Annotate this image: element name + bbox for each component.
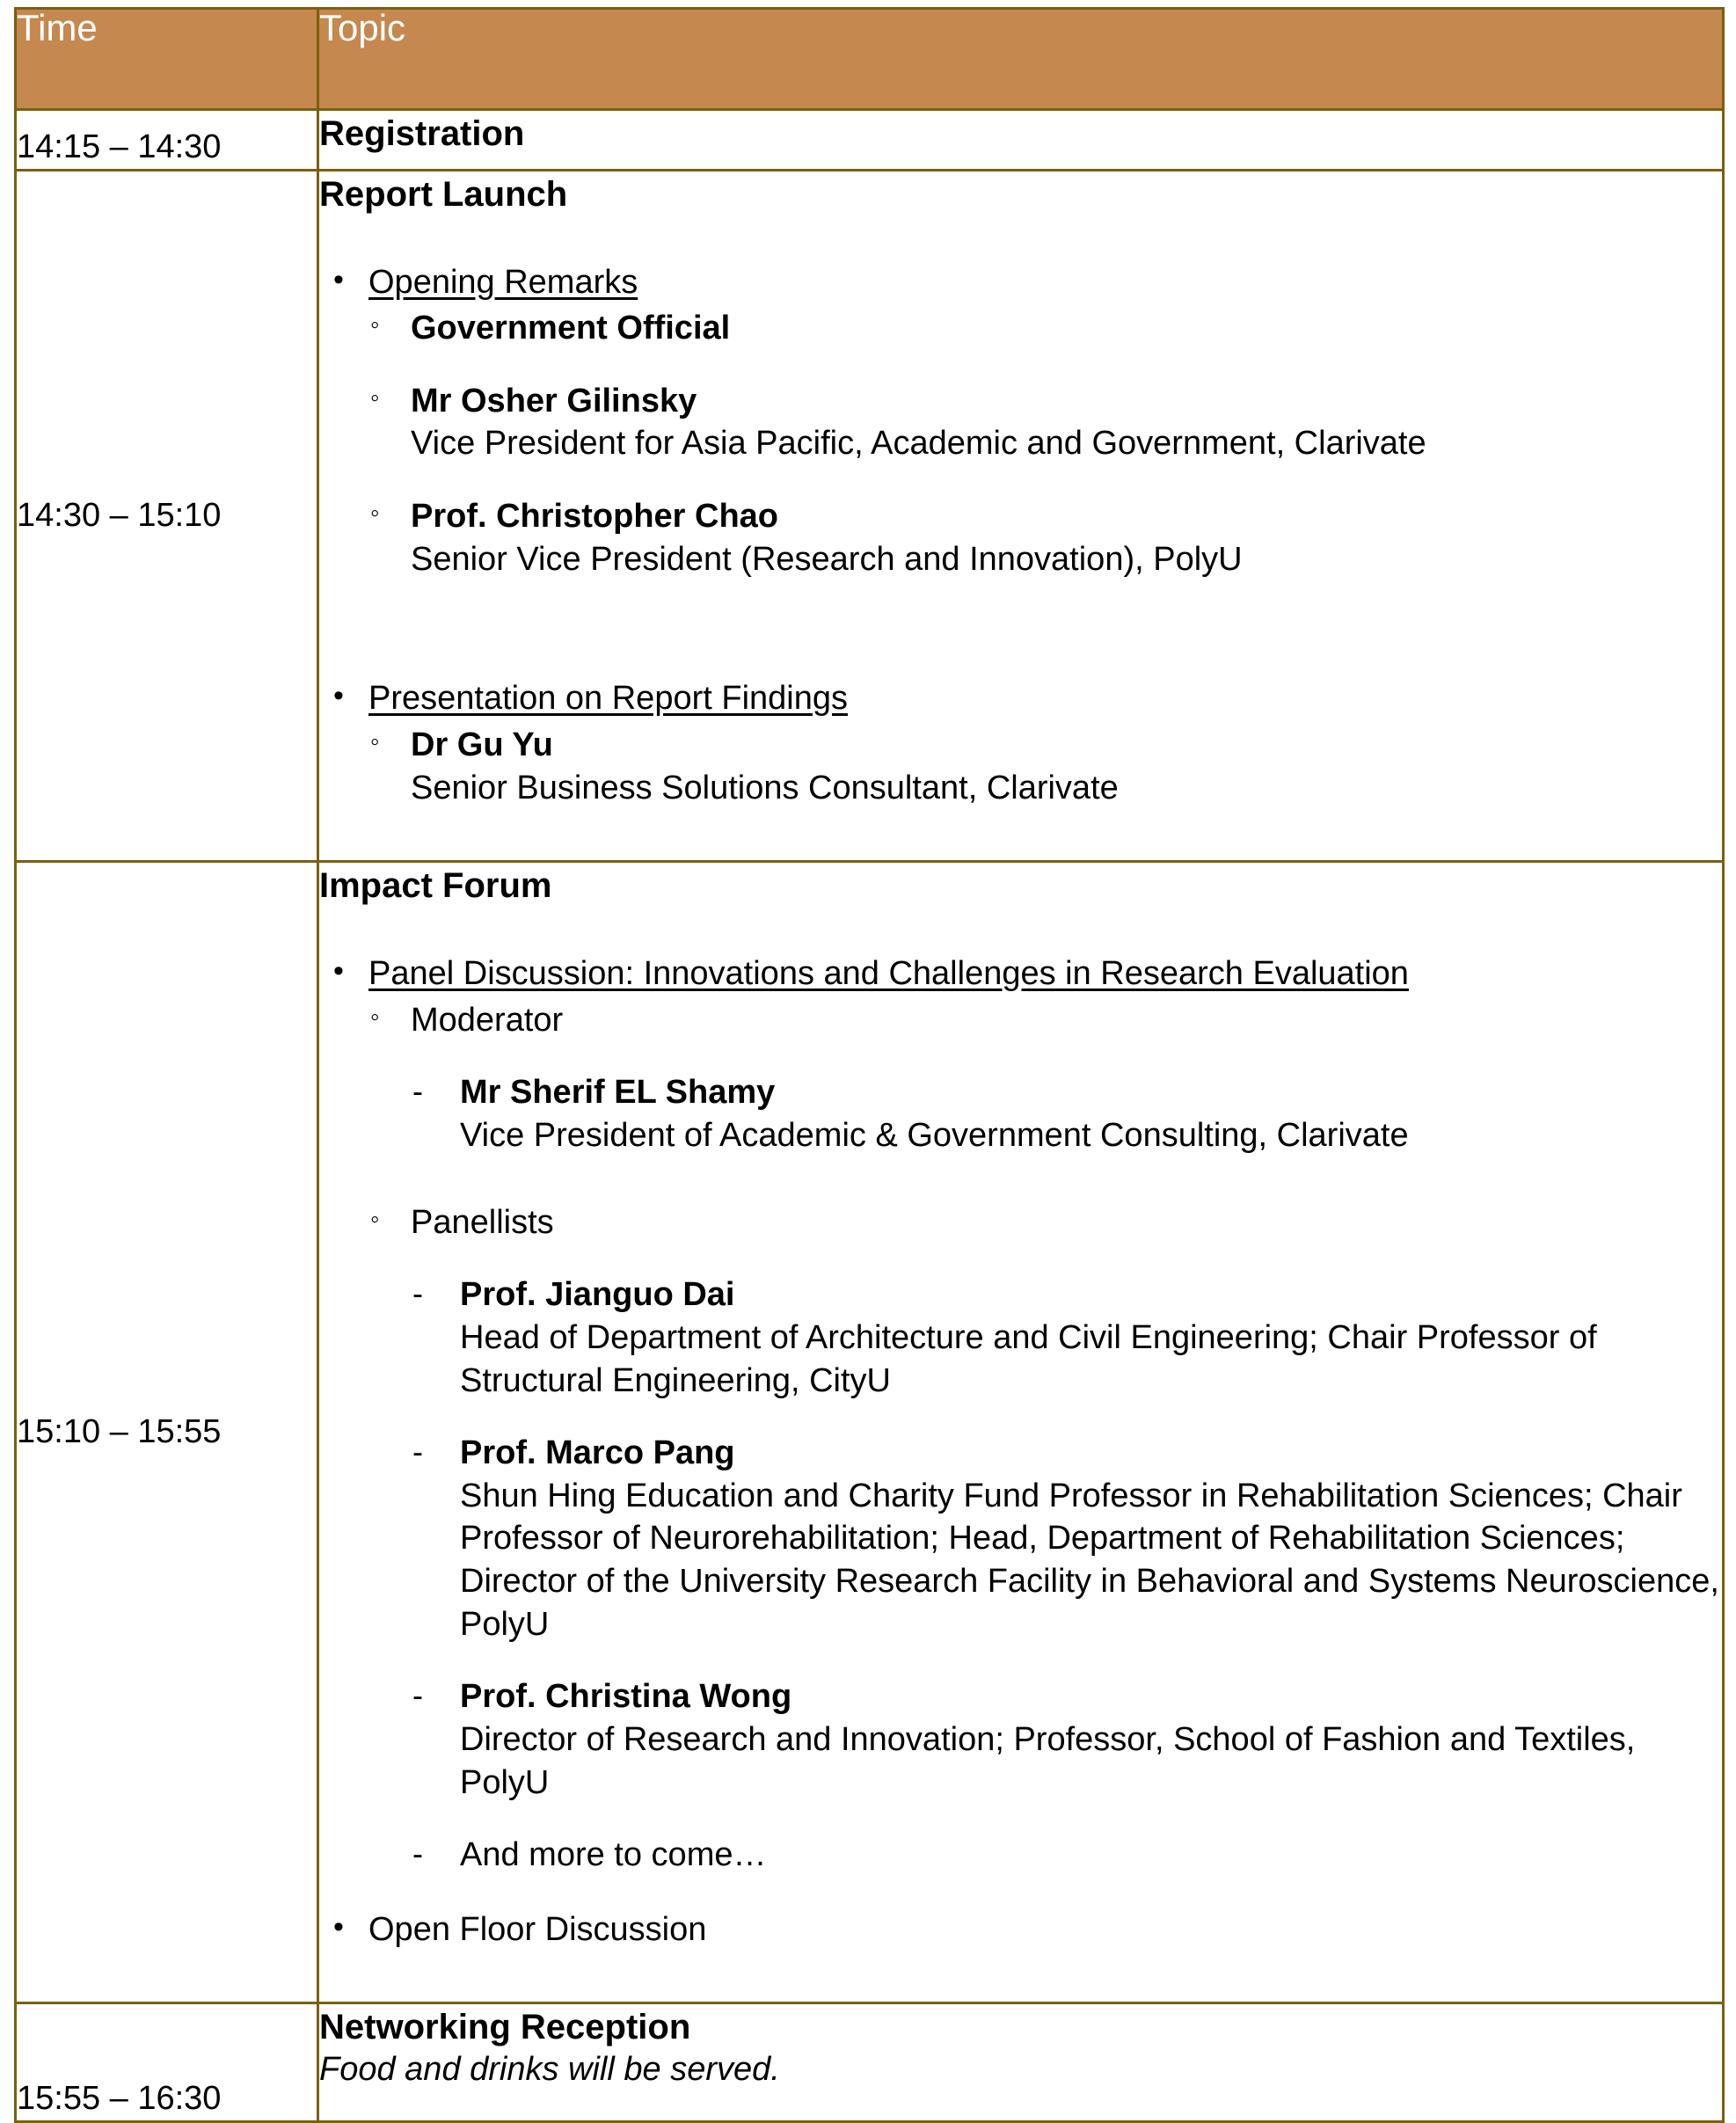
group-heading: Panel Discussion: Innovations and Challenges in Research Evaluation — [368, 955, 1409, 993]
subgroup-moderator — [319, 999, 1722, 1042]
speaker-name: Prof. Marco Pang — [460, 1434, 735, 1472]
circle-bullet-icon: ◦ — [370, 1204, 380, 1234]
table-header — [16, 9, 1724, 110]
entry-christopher-chao — [319, 495, 1722, 580]
time-cell-report-launch — [16, 170, 318, 862]
entry-more-to-come — [319, 1834, 1722, 1877]
section-title-networking-reception: Networking Reception — [319, 2008, 691, 2047]
subgroup-panellists — [319, 1201, 1722, 1244]
group-open-floor-discussion — [319, 1908, 1722, 1952]
speaker-name: Dr Gu Yu — [411, 726, 553, 763]
spacer — [319, 809, 1722, 860]
spacer — [319, 1951, 1722, 2002]
speaker-name: Mr Sherif EL Shamy — [460, 1074, 776, 1112]
entry-osher-gilinsky — [319, 380, 1722, 465]
disc-bullet-icon: • — [333, 262, 344, 296]
time-value: 14:30 – 15:10 — [17, 496, 222, 534]
header-row — [16, 9, 1724, 110]
table-row-report-launch — [16, 170, 1724, 862]
dash-bullet-icon: - — [412, 1677, 423, 1714]
section-title-impact-forum: Impact Forum — [319, 866, 552, 906]
time-value: 14:15 – 14:30 — [17, 128, 222, 165]
circle-bullet-icon: ◦ — [370, 310, 380, 340]
subgroup-label: Moderator — [411, 1001, 564, 1039]
speaker-role: Head of Department of Architecture and Civil Engineering; Chair Professor of Structural Engineering, CityU — [460, 1318, 1597, 1399]
time-value: 15:10 – 15:55 — [17, 1413, 222, 1450]
speaker-name: Prof. Christopher Chao — [411, 498, 779, 535]
column-header-time: Time — [16, 9, 318, 110]
table-row-networking-reception — [16, 2003, 1724, 2122]
spacer — [319, 631, 1722, 672]
spacer — [319, 350, 1722, 376]
entry-government-official — [319, 307, 1722, 350]
group-heading: Opening Remarks — [368, 263, 638, 301]
entry-sherif-el-shamy — [319, 1071, 1722, 1156]
circle-bullet-icon: ◦ — [370, 726, 380, 756]
time-cell-networking-reception — [16, 2003, 318, 2122]
topic-cell-registration — [318, 110, 1724, 171]
spacer — [319, 1041, 1722, 1068]
dash-bullet-icon: - — [412, 1434, 423, 1470]
entry-jianguo-dai — [319, 1273, 1722, 1402]
speaker-name: Prof. Jianguo Dai — [460, 1276, 735, 1314]
dash-bullet-icon: - — [412, 1275, 423, 1312]
speaker-role: Shun Hing Education and Charity Fund Professor in Rehabilitation Sciences; Chair Professor of Neurorehabilitation; Head, Department of Rehabilitation Sciences; Director of the University Research Facility in Behavioral and Systems Neuroscience, PolyU — [460, 1477, 1719, 1643]
table-body — [16, 110, 1724, 2122]
spacer — [319, 1157, 1722, 1198]
spacer — [319, 1804, 1722, 1830]
table-row-registration — [16, 110, 1724, 171]
spacer — [319, 580, 1722, 631]
speaker-name: Mr Osher Gilinsky — [411, 382, 697, 419]
open-floor-label: Open Floor Discussion — [368, 1910, 707, 1948]
speaker-role: Vice President for Asia Pacific, Academic and Government, Clarivate — [411, 425, 1426, 463]
agenda-table — [14, 7, 1725, 2123]
circle-bullet-icon: ◦ — [370, 1002, 380, 1032]
time-value: 15:55 – 16:30 — [17, 2080, 222, 2118]
spacer — [319, 215, 1722, 256]
table-row-impact-forum — [16, 862, 1724, 2003]
subgroup-label: Panellists — [411, 1203, 554, 1241]
group-opening-remarks — [319, 261, 1722, 304]
topic-cell-report-launch — [318, 170, 1724, 862]
dash-bullet-icon: - — [412, 1835, 423, 1872]
group-presentation-on-report-findings — [319, 677, 1722, 720]
group-heading: Presentation on Report Findings — [368, 680, 848, 718]
speaker-name: Government Official — [411, 310, 731, 347]
speaker-role: Senior Business Solutions Consultant, Clarivate — [411, 769, 1119, 806]
section-title-report-launch: Report Launch — [319, 174, 568, 214]
spacer — [319, 1244, 1722, 1270]
speaker-name: Prof. Christina Wong — [460, 1678, 792, 1716]
entry-gu-yu — [319, 724, 1722, 809]
more-to-come-text: And more to come… — [460, 1836, 767, 1874]
speaker-role: Senior Vice President (Research and Innovation), PolyU — [411, 540, 1243, 578]
entry-marco-pang — [319, 1432, 1722, 1645]
topic-cell-impact-forum — [318, 862, 1724, 2003]
disc-bullet-icon: • — [333, 679, 344, 713]
section-title-registration: Registration — [319, 114, 525, 153]
spacer — [319, 907, 1722, 947]
dash-bullet-icon: - — [412, 1073, 423, 1110]
spacer — [319, 1877, 1722, 1903]
spacer — [319, 1402, 1722, 1428]
spacer — [319, 1645, 1722, 1672]
disc-bullet-icon: • — [333, 954, 344, 989]
time-cell-impact-forum — [16, 862, 318, 2003]
circle-bullet-icon: ◦ — [370, 499, 380, 528]
speaker-role: Vice President of Academic & Government Consulting, Clarivate — [460, 1117, 1409, 1154]
speaker-role: Director of Research and Innovation; Professor, School of Fashion and Textiles, PolyU — [460, 1720, 1636, 1801]
reception-note: Food and drinks will be served. — [319, 2051, 780, 2089]
disc-bullet-icon: • — [333, 1909, 344, 1944]
topic-cell-networking-reception — [318, 2003, 1724, 2122]
entry-christina-wong — [319, 1675, 1722, 1804]
column-header-topic: Topic — [318, 9, 1724, 110]
time-cell-registration — [16, 110, 318, 171]
circle-bullet-icon: ◦ — [370, 383, 380, 412]
group-panel-discussion — [319, 952, 1722, 996]
spacer — [319, 465, 1722, 492]
